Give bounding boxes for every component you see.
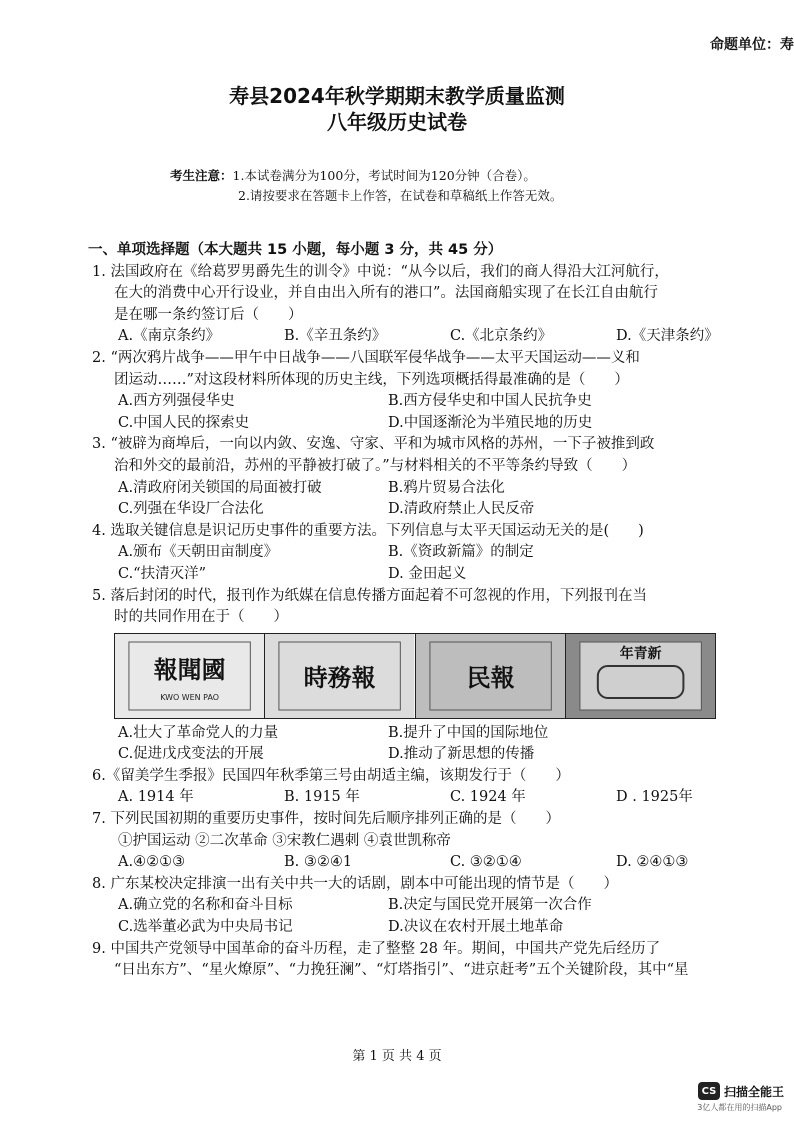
option-d: D.中国逐渐沦为半殖民地的历史	[388, 414, 593, 431]
option-c: C.《北京条约》	[450, 328, 553, 345]
notice-label: 考生注意：	[170, 168, 233, 183]
newspaper-masthead: 報聞國	[153, 655, 226, 684]
question-stem-continued: “日出东方”、“星火燎原”、“力挽狂澜”、“灯塔指引”、“进京赶考”五个关键阶段，其中“星	[114, 962, 689, 979]
option-b: B.鸦片贸易合法化	[388, 479, 505, 496]
option-d: D. ②④①③	[616, 854, 689, 871]
issuing-unit: 命题单位：寿	[710, 37, 794, 53]
question-9	[92, 939, 782, 982]
option-b: B. 1915 年	[284, 789, 360, 806]
notice-line-2: 2.请按要求在答题卡上作答，在试卷和草稿纸上作答无效。	[238, 188, 563, 203]
exam-subtitle: 八年级历史试卷	[327, 110, 467, 134]
question-6	[92, 766, 782, 809]
answer-options	[92, 326, 782, 348]
question-stem-continued: 在大的消费中心开行设业，并自由出入所有的港口”。法国商船实现了在长江自由航行	[114, 285, 658, 302]
question-stem: 7. 下列民国初期的重要历史事件，按时间先后顺序排列正确的是（ ）	[92, 811, 560, 828]
notice-line-1: 1.本试卷满分为100分，考试时间为120分钟（合卷）。	[232, 168, 536, 183]
question-7	[92, 809, 782, 874]
question-stem: 3. “被辟为商埠后，一向以内敛、安逸、守家、平和为城市风格的苏州，一下子被推到政	[92, 436, 655, 453]
question-5	[92, 586, 782, 766]
option-d: D.推动了新思想的传播	[388, 746, 535, 763]
newspaper-masthead: 時務報	[304, 663, 376, 692]
question-stem: 2. “两次鸦片战争——甲午中日战争——八国联军侵华战争——太平天国运动——义和	[92, 349, 640, 366]
option-a: A.西方列强侵华史	[118, 393, 235, 410]
option-d: D . 1925年	[616, 789, 693, 806]
answer-options	[92, 478, 782, 521]
option-a: A.清政府闭关锁国的局面被打破	[118, 479, 322, 496]
newspaper-masthead: 民報	[466, 663, 515, 692]
answer-options	[92, 787, 782, 809]
xinqingnian-image	[566, 634, 715, 718]
question-stem-continued: 治和外交的最前沿，苏州的平静被打破了。”与材料相关的不平等条约导致（ ）	[114, 457, 637, 474]
question-stem: 5. 落后封闭的时代，报刊作为纸媒在信息传播方面起着不可忽视的作用，下列报刊在当	[92, 587, 647, 604]
answer-options	[92, 723, 782, 766]
option-c: C. ③②①④	[450, 854, 522, 871]
camscanner-logo-icon: CS	[698, 1082, 720, 1100]
option-d: D.决议在农村开展土地革命	[388, 919, 564, 936]
minbao-image	[416, 634, 566, 718]
section-title: 一、单项选择题（本大题共 15 小题，每小题 3 分，共 45 分）	[88, 242, 503, 258]
option-a: A.确立党的名称和奋斗目标	[118, 897, 293, 914]
shiwubao-image	[265, 634, 415, 718]
question-stem: 1. 法国政府在《给葛罗男爵先生的训令》中说：“从今以后，我们的商人得沿大江河航行，	[92, 263, 669, 280]
newspaper-images	[114, 633, 716, 719]
option-b: B.提升了中国的国际地位	[388, 724, 549, 741]
answer-options	[92, 895, 782, 938]
event-list: ①护国运动 ②二次革命 ③宋教仁遇刺 ④袁世凯称帝	[118, 832, 451, 849]
question-stem: 8. 广东某校决定排演一出有关中共一大的话剧，剧本中可能出现的情节是（ ）	[92, 875, 618, 892]
newspaper-romanization: KWO WEN PAO	[160, 692, 220, 702]
question-stem-continued: 是在哪一条约签订后（ ）	[114, 306, 303, 323]
guowenbao-image	[115, 634, 265, 718]
option-d: D. 金田起义	[388, 565, 467, 582]
question-stem: 9. 中国共产党领导中国革命的奋斗历程，走了整整 28 年。期间，中国共产党先后经历了	[92, 940, 661, 957]
option-b: B.《辛丑条约》	[284, 328, 387, 345]
option-c: C.“扶清灭洋”	[118, 565, 207, 582]
question-1	[92, 262, 782, 348]
option-b: B.《资政新篇》的制定	[388, 544, 534, 561]
option-c: C. 1924 年	[450, 789, 526, 806]
question-stem: 4. 选取关键信息是识记历史事件的重要方法。下列信息与太平天国运动无关的是( )	[92, 522, 644, 539]
option-b: B.决定与国民党开展第一次合作	[388, 897, 592, 914]
question-stem-continued: 团运动……”对这段材料所体现的历史主线，下列选项概括得最准确的是（ ）	[114, 371, 629, 388]
option-d: D.清政府禁止人民反帝	[388, 501, 535, 518]
watermark-slogan: 3亿人都在用的扫描App	[697, 1103, 782, 1112]
question-stem-continued: 时的共同作用在于（ ）	[114, 609, 288, 626]
option-a: A.④②①③	[118, 854, 186, 871]
exam-title: 寿县2024年秋学期期末教学质量监测	[229, 84, 565, 108]
option-b: B.西方侵华史和中国人民抗争史	[388, 393, 592, 410]
option-c: C.促进戊戌变法的开展	[118, 746, 264, 763]
watermark-name: 扫描全能王	[723, 1084, 784, 1099]
question-8	[92, 874, 782, 939]
option-d: D.《天津条约》	[616, 328, 719, 345]
option-a: A.颁布《天朝田亩制度》	[118, 544, 279, 561]
question-4	[92, 521, 782, 586]
answer-options	[92, 542, 782, 585]
scanner-watermark	[698, 1082, 784, 1100]
option-a: A. 1914 年	[118, 789, 194, 806]
exam-notice	[170, 166, 562, 206]
option-c: C.中国人民的探索史	[118, 414, 250, 431]
option-a: A.壮大了革命党人的力量	[118, 724, 279, 741]
page-footer: 第 1 页 共 4 页	[352, 1049, 442, 1064]
question-3	[92, 434, 782, 520]
option-a: A.《南京条约》	[118, 328, 221, 345]
newspaper-masthead: 年青新	[619, 645, 662, 662]
answer-options	[92, 391, 782, 434]
question-2	[92, 348, 782, 434]
option-c: C.列强在华设厂合法化	[118, 501, 264, 518]
answer-options	[92, 852, 782, 874]
option-b: B. ③②④1	[284, 854, 353, 871]
option-c: C.选举董必武为中央局书记	[118, 919, 293, 936]
question-stem: 6.《留美学生季报》民国四年秋季第三号由胡适主编，该期发行于（ ）	[92, 767, 570, 784]
question-list	[88, 240, 782, 982]
